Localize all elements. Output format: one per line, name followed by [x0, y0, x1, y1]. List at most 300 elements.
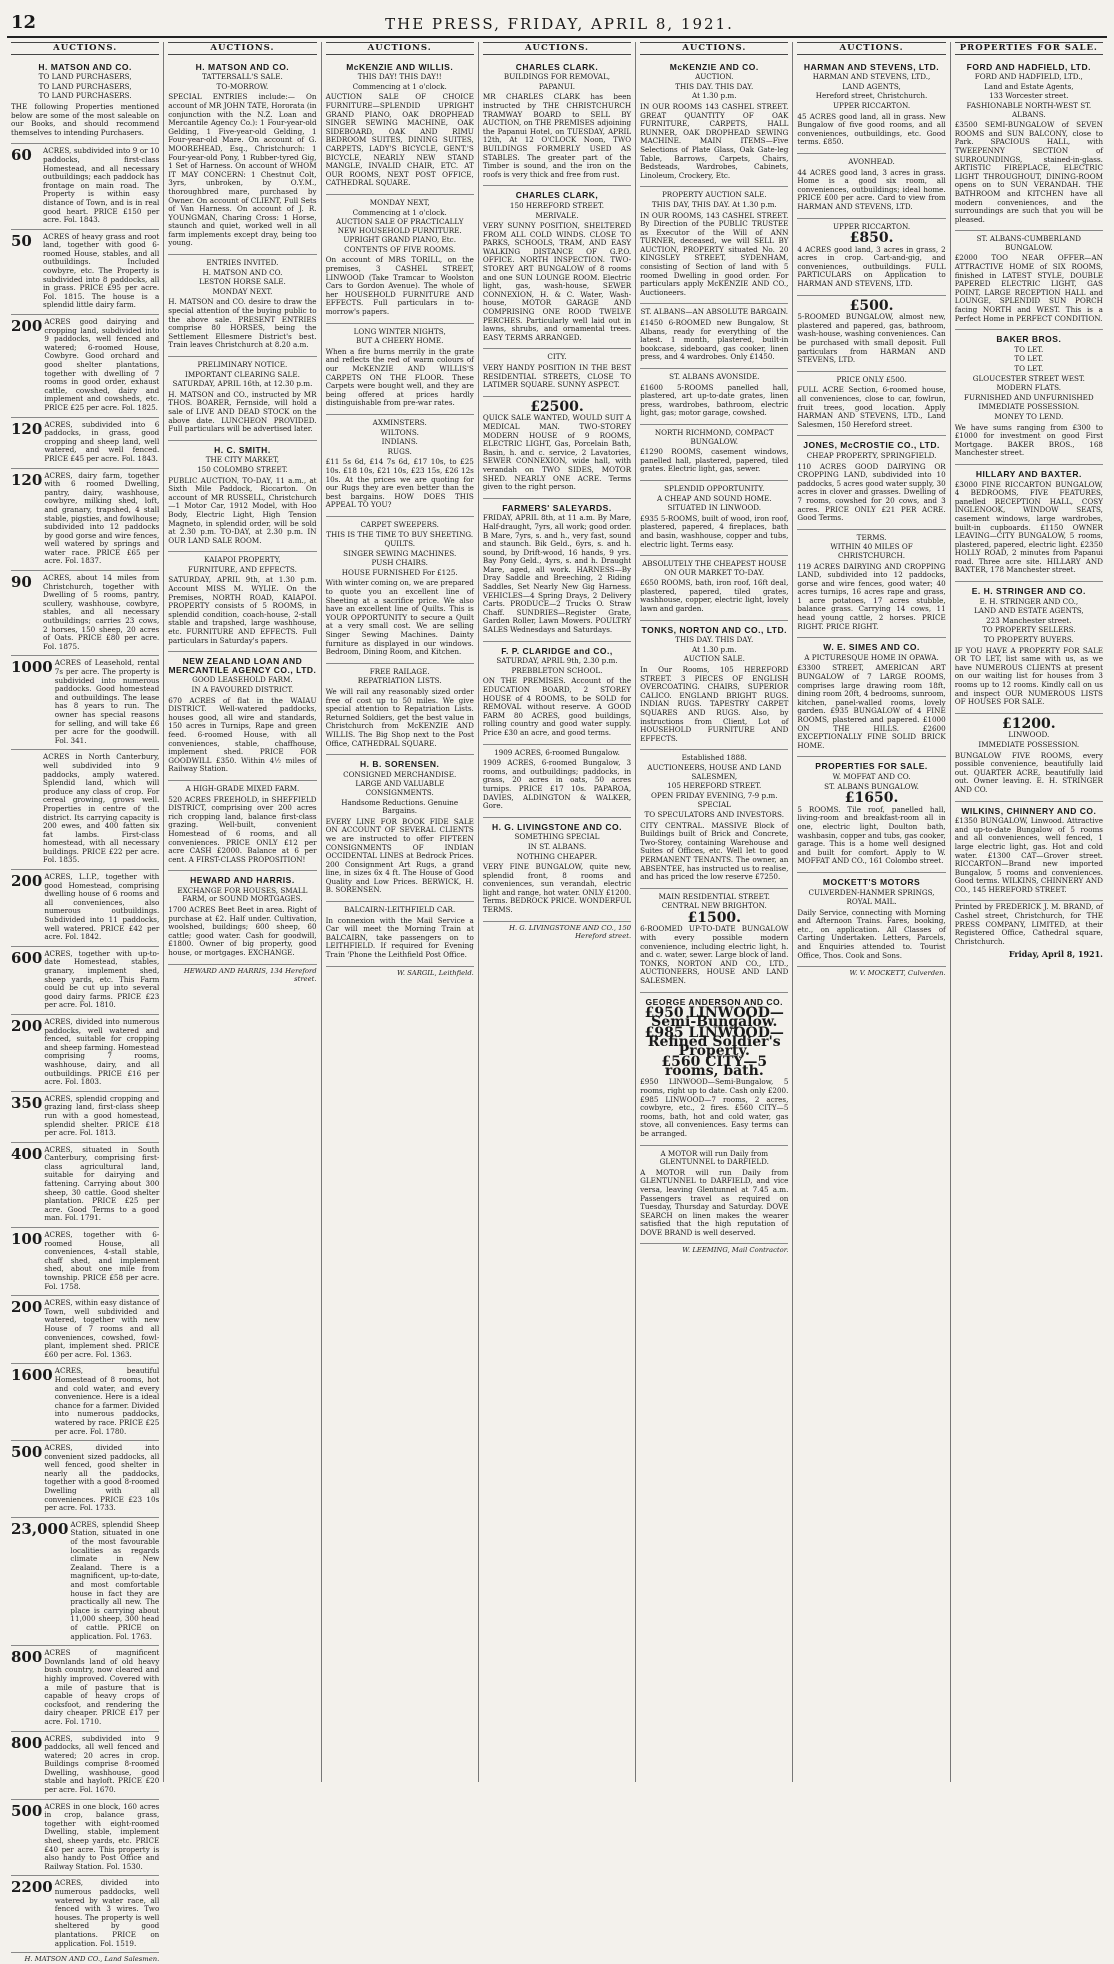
ad-heading-line: FORD AND HADFIELD, LTD.,: [974, 72, 1083, 82]
ad-body-text: IN OUR ROOMS, 143 CASHEL STREET. By Direction of the PUBLIC TRUSTEE as Executor of the Will of ANN TURNER, deceased, we will SELL BY AUCTION, PROPERTY situated No. 20 KINGSLEY STREET, SYDENHAM, consisting of Section of land with 5 roomed Dwelling in good order. For particulars apply McKENZIE AND CO., Auctioneers.: [640, 210, 789, 297]
ad-heading-line: Commencing at 1 o'clock.: [352, 81, 447, 91]
ad-body-text: 6-ROOMED UP-TO-DATE BUNGALOW with every possible modern convenience, including electric light, h. and c. water, sewer. Large block of land. TONKS, NORTON AND CO., LTD., AUCTIONEERS, HOUSE AND LAND SALESMEN.: [640, 924, 789, 986]
ad-heading-line: CULVERDEN-HANMER SPRINGS,: [808, 887, 935, 897]
advertiser-name: HILLARY AND BAXTER.: [975, 468, 1082, 479]
ad-heading-line: IN A FAVOURED DISTRICT.: [191, 685, 294, 694]
advertisement: [326, 664, 474, 755]
advertiser-name: FORD AND HADFIELD, LTD.: [966, 61, 1091, 72]
ad-heading-line: REPATRIATION LISTS.: [357, 676, 442, 686]
advertisement: [797, 372, 945, 437]
advertiser-name: JONES, McCROSTIE CO., LTD.: [803, 440, 940, 451]
ad-body-text: £1600 5-ROOMS panelled hall, plastered, art up-to-date grates, linen press, wardrobes, bathroom, electric light, gas; motor garage, cowshed.: [640, 382, 789, 418]
ad-body-text: 44 ACRES good land, 3 acres in grass. Home is a good six room, all conveniences, outbuildings; ideal home. PRICE £00 per acre. Card to view from HARMAN AND STEVENS, LTD.: [797, 167, 946, 211]
advertisement: [483, 58, 631, 187]
land-listing: [11, 656, 159, 750]
land-listing: [11, 1876, 159, 1953]
ad-body-text: £3300 STREET, AMERICAN ART BUNGALOW of 7 LARGE ROOMS, comprises large drawing room 18ft, dining room 20ft, 4 bedrooms, sunroom, kitchen, panel-walled rooms, lovely garden. £935 BUNGALOW of 4 FINE ROOMS, plastered and papered. £1000 ON THE HILLS. £2600 EXCEPTIONALLY FINE SOLID BRICK HOME.: [797, 663, 946, 750]
listing-text: ACRES, splendid cropping and grazing land, first-class sheep run with a good homestead, splendid shelter. PRICE £18 per acre. Fol. 1813.: [44, 1093, 160, 1138]
ad-heading-line: W. MOFFAT AND CO.: [832, 771, 911, 781]
ad-heading-line: GOOD LEASEHOLD FARM.: [192, 675, 293, 685]
advertisement: [640, 556, 788, 621]
advertisement: [483, 642, 631, 745]
newspaper-title: THE PRESS, FRIDAY, APRIL 8, 1921.: [385, 15, 734, 33]
advertisement: [797, 873, 945, 967]
advertisement: [640, 369, 788, 425]
masthead: [7, 7, 1107, 38]
listing-text: ACRES, L.I.P., together with good Homestead, comprising dwelling house of 6 rooms and all conveniences, also numerous outbuildings. Subdivided into 11 paddocks, well watered. PRICE £42 per acre. Fol. 1842.: [44, 872, 160, 942]
printer-imprint: Printed by FREDERICK J. M. BRAND, of Cashel street, Christchurch, for THE PRESS COMPANY, LIMITED, at their Registered Office, Cathedral square, Christchurch.: [954, 902, 1103, 946]
ad-heading-line: TO SPECULATORS AND INVESTORS.: [644, 809, 784, 819]
acreage-number: 1600: [11, 1366, 53, 1385]
ad-body-text: AUCTION SALE OF CHOICE FURNITURE—SPLENDID UPRIGHT GRAND PIANO, OAK DROPHEAD SINGER SEWING MACHINE, OAK SIDEBOARD, OAK AND RIMU BEDROOM SUITES, DINING SUITES, CARPETS, LADY'S BICYCLE, GENT.'S BICYCLE, NEARLY NEW STAND MANGLE, INVALID CHAIR, ETC. AT OUR ROOMS, NEXT POST OFFICE, CATHEDRAL SQUARE.: [325, 92, 474, 188]
ad-body-text: We will rail any reasonably sized order free of cost up to 50 miles. We give special attention to Repatriation Lists. Returned Soldiers, get the best value in Christchurch from McKENZIE AND WILLIS. The Big Shop next to the Post Office, CATHEDRAL SQUARE.: [325, 687, 474, 748]
ad-heading-line: TO LET.: [1014, 344, 1044, 354]
ad-heading-line: TO PROPERTY SELLERS.: [982, 625, 1076, 635]
ad-body-text: BUNGALOW FIVE ROOMS, every possible convenience, beautifully laid out. QUARTER ACRE, beautifully laid out. Owner leaving. E. H. STRINGER AND CO.: [954, 750, 1103, 794]
ad-heading-line: AUCTION SALE OF PRACTICALLY NEW HOUSEHOLD FURNITURE.: [335, 217, 464, 235]
ad-body-text: IF YOU HAVE A PROPERTY FOR SALE OR TO LET, list same with us, as we have NUMEROUS CLIENTS at present on our waiting list for houses from 3 rooms up to 12 rooms. Kindly call on us and inspect OUR NUMEROUS LISTS OF HOUSES FOR SALE.: [954, 645, 1103, 707]
advertisement: [797, 154, 945, 219]
ad-heading-line: OPEN FRIDAY EVENING, 7-9 p.m.: [651, 790, 778, 800]
land-listing: [11, 1518, 159, 1646]
acreage-number: 800: [11, 1733, 43, 1752]
ad-heading-line: TATTERSALL'S SALE.: [202, 72, 283, 82]
ad-heading-line: THIS DAY. THIS DAY.: [675, 635, 754, 645]
land-listing: [11, 144, 159, 229]
land-listing: [11, 947, 159, 1015]
acreage-number: 50: [11, 231, 32, 250]
ad-heading-line: MERIVALE.: [535, 210, 579, 220]
ad-heading-line: A MOTOR will run Daily from GLENTUNNEL to DARFIELD.: [659, 1148, 769, 1167]
listing-text: ACRES, subdivided into 9 or 10 paddocks, first-class Homestead, and all necessary outbuildings; each paddock has frontage on main road. The Property is within easy distance of Town, and is in real good heart. PRICE £150 per acre. Fol. 1843.: [43, 146, 160, 225]
advertisement: [326, 755, 474, 902]
ad-heading-line: UPRIGHT GRAND PIANO, Etc.: [343, 235, 456, 245]
advertiser-name: E. H. STRINGER AND CO.: [971, 586, 1086, 597]
advertisement: [640, 304, 788, 369]
ad-heading-line: UPPER RICCARTON.: [832, 221, 911, 231]
advertiser-name: BAKER BROS.: [996, 334, 1062, 345]
ad-heading-line: E. H. STRINGER AND CO.,: [979, 596, 1079, 606]
ad-body-text: £650 ROOMS, bath, iron roof, 16ft deal, plastered, papered, tiled grates, washhouse, copper, electric light, lovely lawn and garden.: [640, 578, 789, 614]
ad-body-text: SATURDAY, APRIL 9th, at 1.30 p.m. Account MISS M. WYLIE. On the Premises, NORTH ROAD, KAIAPOI. PROPERTY consists of 5 ROOMS, in splendid condition, coach-house, 2-stall stable and trapshed, large washhouse, etc. FURNITURE AND EFFECTS. Full particulars in Saturday's papers.: [168, 575, 317, 645]
land-listing: [11, 1015, 159, 1092]
ad-heading-line: TO LET.: [1014, 354, 1044, 364]
land-listing: [11, 1296, 159, 1364]
ad-heading-line: SATURDAY, APRIL 9th, 2.30 p.m.: [496, 656, 618, 666]
ad-heading-line: Land and Estate Agents,: [984, 81, 1074, 91]
ad-body-text: VERY FINE BUNGALOW, quite new, splendid front, 8 rooms and conveniences, sun verandah, electric light and range, hot water. ONLY £1200. Terms. BEDROCK PRICE. WONDERFUL TERMS.: [482, 862, 632, 915]
ad-heading-line: A PICTURESQUE HOME IN OPAWA.: [804, 652, 939, 662]
ad-heading-line: LESTON HORSE SALE.: [199, 277, 286, 287]
ad-heading-line: £850.: [849, 230, 894, 247]
advertisement: [797, 436, 945, 529]
ad-heading-line: FURNITURE, AND EFFECTS.: [187, 564, 297, 574]
ad-heading-line: NORTH RICHMOND, COMPACT BUNGALOW.: [654, 427, 774, 446]
column-2: [164, 42, 321, 1782]
ad-heading-line: At 1.30 p.m.: [692, 91, 737, 101]
column-1: [7, 42, 164, 1964]
ad-heading-line: PAPANUI.: [538, 81, 576, 91]
ad-heading-line: ABSOLUTELY THE CHEAPEST HOUSE ON OUR MARKET TO-DAY.: [642, 559, 787, 577]
land-listing: [11, 315, 159, 418]
ad-heading-line: CONSIGNED MERCHANDISE.: [343, 769, 457, 779]
ad-body-text: QUICK SALE WANTED, WOULD SUIT A MEDICAL MAN. TWO-STOREY MODERN HOUSE of 9 ROOMS, ELECTRIC LIGHT, Gas, Porcelain Bath, Basin, h. and c. service, 2 Lavatories, SEWER CONNEXION, wide hall, with verandah on TWO SIDES, MOTOR SHED. NEARLY ONE ACRE. Terms given to the right person.: [482, 413, 632, 492]
column-header: AUCTIONS.: [168, 42, 316, 55]
land-listing: [11, 1800, 159, 1877]
column-6: [793, 42, 950, 1782]
column-header: AUCTIONS.: [483, 42, 631, 55]
ad-heading-line: £560 CITY—5 rooms, bath.: [661, 1054, 768, 1079]
advertiser-name: NEW ZEALAND LOAN AND MERCANTILE AGENCY CO., LTD.: [168, 656, 317, 675]
advertisement: [797, 296, 945, 372]
ad-heading-line: ROYAL MAIL.: [846, 897, 897, 907]
column-header: AUCTIONS.: [326, 42, 474, 55]
ad-heading-line: £1200.: [1002, 715, 1056, 732]
ad-heading-line: HOUSE FURNISHED For £125.: [341, 567, 458, 577]
listing-text: ACRES in one block, 160 acres in crop, balance grass, together with eight-roomed Dwelling, stable, implement shed, sheep yards, etc. PRICE £40 per acre. This property is also handy to Post Office and Railway Station. Fol. 1530.: [44, 1801, 160, 1871]
ad-heading-line: ST. ALBANS BUNGALOW.: [824, 781, 919, 791]
issue-date: Friday, April 8, 1921.: [1008, 949, 1103, 960]
ad-body-text: PUBLIC AUCTION, TO-DAY, 11 a.m., at Sixth Mile Paddock, Riccarton. On account of MR RUSSELL, Christchurch—1 Motor Car, 1912 Model, with Hoo Body, Electric Light, High Tension Magneto, in splendid order, will be sold at 2.30 p.m. TO-DAY, at 2.30 p.m. IN OUR LAND SALE ROOM.: [168, 475, 317, 545]
advertiser-name: H. MATSON AND CO.: [38, 61, 132, 72]
acreage-number: 120: [11, 419, 43, 438]
ad-heading-line: SITUATED IN LINWOOD.: [667, 503, 762, 513]
listing-text: ACRES, dairy farm, together with 6 roomed Dwelling, pantry, dairy, washhouse, cowbyre, milking shed, loft, and granary, trapshed, 4 stall stable, pigsties, and fowlhouse; subdivided into 12 paddocks by good gorse and wire fences, well watered by springs and water race. PRICE £65 per acre. Fol. 1837.: [44, 470, 160, 566]
ad-body-text: ON THE PREMISES. Account of the EDUCATION BOARD, 2 STOREY HOUSE of 4 ROOMS, to be SOLD for REMOVAL without reserve. A GOOD FARM 80 ACRES, good buildings, rolling country and good water supply. Price £30 an acre, and good terms.: [482, 676, 632, 737]
ad-heading-line: 223 Manchester street.: [986, 615, 1072, 625]
acreage-number: 200: [11, 872, 43, 891]
advertiser-name: F. P. CLARIDGE and CO.,: [501, 645, 613, 656]
listing-text: ACRES, together with 6-roomed House, all conveniences, 4-stall stable, chaff shed, and implement shed, about one mile from township. PRICE £58 per acre. Fol. 1758.: [44, 1230, 160, 1291]
ad-heading-line: H. MATSON AND CO.: [202, 267, 283, 277]
ad-heading-line: MONDAY NEXT,: [369, 197, 430, 207]
ad-heading-line: Commencing at 1 o'clock.: [352, 207, 447, 217]
ad-heading-line: IMMEDIATE POSSESSION.: [978, 402, 1080, 412]
advertisement: [483, 186, 631, 349]
ad-heading-line: ST. ALBANS-CUMBERLAND BUNGALOW.: [976, 234, 1082, 252]
acreage-number: 200: [11, 1016, 43, 1035]
listing-text: ACRES, beautiful Homestead of 8 rooms, hot and cold water, and every convenience. Here is a ideal chance for a farmer. Divided into numerous paddocks, watered by race. PRICE £25 per acre. Fol. 1780.: [54, 1366, 160, 1436]
advertisement: [797, 757, 945, 873]
ad-heading-line: PROPERTY AUCTION SALE.: [661, 190, 767, 200]
listing-text: ACRES of magnificent Downlands land of old heavy bush country, now cleared and highly improved. Covered with a mile of pasture that is capable of heavy crops of cocksfoot, and rendering the dairy cheaper. PRICE £17 per acre. Fol. 1710.: [44, 1648, 160, 1726]
advertisement: [640, 621, 788, 751]
advertisement: [168, 255, 316, 357]
ad-body-text: We have sums ranging from £300 to £1000 for investment on good First Mortgage. BAKER BROS., 168 Manchester street.: [954, 422, 1103, 458]
advertiser-name: WILKINS, CHINNERY AND CO.: [961, 805, 1097, 816]
advertisement: [168, 552, 316, 652]
column-3: [322, 42, 479, 1782]
listing-text: ACRES of Leasehold, rental 7s per acre. The property is subdivided into numerous paddocks. Good homestead and outbuildings. The lease has 8 years to run. The owner has special reasons for selling, and will take £6 per acre for the goodwill. Fol. 341.: [54, 658, 160, 745]
land-listing: [11, 1441, 159, 1518]
ad-heading-line: FURNISHED AND UNFURNISHED: [963, 392, 1094, 402]
advertisement: [955, 714, 1103, 802]
ad-body-text: FRIDAY, APRIL 8th, at 11 a.m. By Mare, Half-draught, 7yrs, all work; good order. B Mare, 7yrs, s. and h., very fast, sound and staunch. Bik Geld., 6yrs, s. and h. sound, by Drift-wood, 16 hands, 9 yrs. Bay Pony Geld., 4yrs, s. and h. Draught Mare, aged, all work. HARNESS—By Dray Saddle and Breeching, 2 Riding Saddles, Set Nearly New Gig Harness. VEHICLES—4 Spring Drays, 2 Delivery Carts. PRODUCE—2 Trucks O. Straw Chaff. SUNDRIES—Register Grate, Garden Roller, Lawn Mowers. POULTRY SALES Wednesdays and Saturdays.: [482, 513, 632, 635]
land-listing: [11, 870, 159, 947]
advertisement: [326, 58, 474, 195]
ad-heading-line: Hereford street, Christchurch.: [815, 91, 928, 101]
advertisement: [326, 902, 474, 967]
ad-heading-line: LAND AGENTS,: [842, 81, 901, 91]
ad-heading-line: ST. ALBANS AVONSIDE.: [669, 372, 760, 381]
ad-heading-line: AVONHEAD.: [848, 156, 895, 166]
acreage-number: 1000: [11, 658, 53, 677]
ad-heading-line: AUCTIONEERS, HOUSE AND LAND SALESMEN,: [647, 762, 782, 781]
ad-body-text: 4 ACRES good land, 3 acres in grass, 2 acres in crop. Cart-and-gig, and conveniences, outbuildings. FULL PARTICULARS on Application to HARMAN AND STEVENS, LTD.: [797, 244, 946, 289]
ad-heading-line: SPLENDID OPPORTUNITY.: [664, 483, 765, 493]
ad-heading-line: AXMINSTERS.: [372, 417, 427, 427]
ad-body-text: £950 LINWOOD—Semi-Bungalow, 5 rooms, right up to date. Cash only £200. £985 LINWOOD—7 rooms, 2 acres, cowbyre, etc., 2 fires. £560 CITY—5 rooms, bath, hot and cold water, gas stove, all conveniences. Easy terms can be arranged.: [640, 1077, 789, 1138]
ad-heading-line: 150 HEREFORD STREET.: [509, 200, 605, 210]
ad-heading-line: NOTHING CHEAPER.: [516, 851, 598, 861]
ad-body-text: £935 5-ROOMS, built of wood, iron roof, plastered, papered, 4 fireplaces, bath and basin, washhouse, copper and tubs, electric light. Terms easy.: [640, 513, 789, 549]
columns: [7, 42, 1107, 1964]
ad-heading-line: KAIAPOI PROPERTY,: [204, 555, 281, 565]
ad-body-text: £11 5s 6d, £14 7s 6d, £17 10s, to £25 10s. £18 10s, £21 10s, £23 15s, £26 12s 10s. At the prices we are quoting for our Rugs they are even better than the best bargains. HOW DOES THIS APPEAL TO YOU?: [325, 457, 474, 510]
ad-heading-line: BUILDINGS FOR REMOVAL,: [503, 72, 611, 82]
advertiser-name: HARMAN AND STEVENS, LTD.: [803, 61, 940, 72]
advertisement: [640, 187, 788, 304]
ad-body-text: 5 ROOMS. Tile roof, panelled hall, living-room and breakfast-room all in one, electric light, Doulton bath, washbasin, copper and tubs, gas cooker, garage. This is a home well designed and built for comfort. Apply to W. MOFFAT AND CO., 161 Colombo street.: [797, 804, 946, 866]
ad-heading-line: ENTRIES INVITED.: [206, 258, 279, 268]
ad-body-text: In Our Rooms, 105 HEREFORD STREET. 3 PIECES OF ENGLISH OVERCOATING. CHAIRS, SUPERIOR CALICO. ENGLAND BRIGHT RUGS. INDIAN RUGS. TAPESTRY CARPET SQUARES AND RUGS. Also, by instructions from Client, Lot of HOUSEHOLD FURNITURE AND EFFECTS.: [640, 665, 789, 743]
listing-text: ACRES, divided into convenient sized paddocks, all well fenced, good shelter in nearly all the paddocks, together with a good 8-roomed Dwelling with all conveniences. PRICE £23 10s per acre. Fol. 1733.: [44, 1443, 160, 1513]
ad-heading-line: 1909 ACRES, 6-roomed Bungalow.: [494, 747, 620, 757]
ad-heading-line: A CHEAP AND SOUND HOME.: [656, 493, 772, 503]
ad-body-text: With winter coming on, we are prepared to quote you an excellent line of Sheeting at a sacrifice price. We also have an excellent line of Quilts. This is YOUR OPPORTUNITY to secure a Quilt at a very small cost. We are selling Singer Sewing Machines. Dainty furniture as displayed in our windows. Bedroom, Dining Room, and Kitchen.: [325, 578, 474, 657]
listing-text: ACRES, together with up-to-date Homestead, stables, granary, implement shed, sheep yards, etc. This Farm could be cut up into several good dairy farms. PRICE £23 per acre. Fol. 1810.: [44, 948, 160, 1010]
advertiser-signature: W. V. MOCKETT, Culverden.: [849, 969, 946, 978]
ad-heading-line: TO PROPERTY BUYERS.: [983, 635, 1074, 645]
ad-heading-line: SOMETHING SPECIAL: [514, 832, 600, 842]
ad-heading-line: FREE RAILAGE.: [369, 666, 430, 676]
listing-text: ACRES in North Canterbury, well subdivided into 9 paddocks, amply watered. Splendid land, which will produce any class of crop. For cereal growing, grows well. Properties in centre of the district. Its carrying capacity is 200 ewes, and 400 fatten six fat lambs. First-class homestead, with all necessary buildings. PRICE £22 per acre. Fol. 1835.: [43, 752, 160, 865]
ad-heading-line: THE CITY MARKET,: [205, 455, 280, 465]
land-listing: [11, 418, 159, 469]
ad-heading-line: MONDAY NEXT.: [212, 286, 273, 296]
ad-heading-line: INDIANS.: [381, 437, 418, 447]
advertisement: [483, 745, 631, 818]
advertisement: [640, 425, 788, 481]
ad-body-text: £1350 BUNGALOW, Linwood. Attractive and up-to-date Bungalow of 5 rooms and all conveniences, well fenced, 1 large electric light, gas. Hot and cold water. £1300 CAT—Grover street. RICCARTON—Brand new imported Bungalow, 5 rooms and conveniences. Good terms. WILKINS, CHINNERY AND CO., 145 HEREFORD STREET.: [954, 816, 1103, 894]
advertisement: [955, 231, 1103, 330]
ad-heading-line: PRELIMINARY NOTICE.: [197, 360, 288, 369]
column-header: AUCTIONS.: [640, 42, 788, 55]
advertisement: [640, 58, 788, 188]
ad-heading-line: £985 LINWOOD—Refined Soldier's Property.: [644, 1025, 784, 1059]
ad-body-text: 670 ACRES of flat in the WAIAU DISTRICT. Well-watered paddocks, houses good, all wire and standards, 150 acres in Turnips, Rape and green feed. 6-roomed House, with all conveniences, stable, chaffhouse, implement shed. PRICE FOR GOODWILL £350. Within 4½ miles of Railway Station.: [168, 695, 317, 774]
ad-heading-line: TO-MORROW.: [216, 81, 269, 91]
ad-heading-line: THIS DAY. THIS DAY.: [675, 81, 754, 91]
ad-heading-line: TO LAND PURCHASERS,: [38, 72, 132, 82]
ad-heading-line: TO LET.: [1014, 364, 1044, 373]
ad-body-text: H. MATSON and CO. desire to draw the special attention of the buying public to the above sale. PRESENT ENTRIES comprise 80 HORSES, being the Settlement Ellesmere District's best. Train leaves Christchurch at 8.20 a.m.: [168, 297, 317, 350]
ad-heading-line: PUSH CHAIRS.: [371, 558, 428, 568]
ad-heading-line: RUGS.: [387, 446, 412, 456]
land-listing: [11, 1228, 159, 1296]
acreage-number: 200: [11, 317, 43, 336]
ad-body-text: CITY CENTRAL. MASSIVE Block of Buildings built of Brick and Concrete, Two-Storey, containing Warehouse and Suites of Offices, etc. Well let to good PERMANENT TENANTS. The owner, an ABSENTEE, has instructed us to realise, and has priced the low reserve £7250.: [640, 820, 789, 882]
advertiser-name: MOCKETT'S MOTORS: [822, 876, 921, 887]
ad-heading-line: LINWOOD.: [1008, 730, 1050, 740]
ad-body-text: £3500 SEMI-BUNGALOW of SEVEN ROOMS and SUN BALCONY, close to Park. SPACIOUS HALL, with TWEEPENNY SECTION of SURROUNDINGS, stained-in-glass. ARTISTIC FIREPLACE, ELECTRIC LIGHT THROUGHOUT, DINING-ROOM opens on to SUN VERANDAH. THE BATHROOM and KITCHEN have all modern conveniences, and the surroundings are such that you will be pleased.: [954, 120, 1103, 224]
ad-heading-line: Handsome Reductions. Genuine Bargains.: [341, 797, 459, 816]
advertisement: [955, 582, 1103, 714]
acreage-number: [11, 753, 41, 865]
advertisement: [955, 465, 1103, 582]
acreage-number: 500: [11, 1801, 43, 1820]
listing-text: ACRES, about 14 miles from Christchurch, together with Dwelling of 5 rooms, pantry, scullery, washhouse, cowbyre, stables, and all necessary outbuildings; carries 23 cows, 2 horses, 150 sheep, 20 acres of Oats. PRICE £80 per acre. Fol. 1875.: [43, 573, 160, 651]
advertiser-name: H. G. LIVINGSTONE AND CO.: [491, 821, 623, 832]
ad-heading-line: TO LAND PURCHASERS,: [38, 81, 132, 91]
ad-heading-line: IMMEDIATE POSSESSION.: [978, 739, 1080, 749]
acreage-number: 800: [11, 1648, 43, 1667]
ad-heading-line: £1650.: [844, 790, 899, 807]
ad-heading-line: CARPET SWEEPERS.: [360, 519, 439, 529]
acreage-number: 100: [11, 1230, 43, 1249]
ad-heading-line: SATURDAY, APRIL 16th, at 12.30 p.m.: [172, 379, 313, 389]
advertisement: [483, 397, 631, 499]
advertisement: [483, 499, 631, 642]
ad-heading-line: THIS DAY, THIS DAY. At 1.30 p.m.: [651, 199, 777, 209]
ad-body-text: £2000 TOO NEAR OFFER—AN ATTRACTIVE HOME of SIX ROOMS, finished in LATEST STYLE, DOUBLE PAPERED ELECTRIC LIGHT, GAS POINT, LARGE RECEPTION HALL and LOUNGE, SPLENDID SUN PORCH facing NORTH and WEST. This is a Perfect Home in PERFECT CONDITION.: [954, 253, 1103, 323]
advertisement: [168, 652, 316, 781]
listing-text: ACRES, situated in South Canterbury, comprising first-class agricultural land, suitable for dairying and fattening. Carrying about 300 sheep, 30 cattle. Good shelter plantation. PRICE £25 per acre. Good Terms to a good man. Fol. 1791.: [44, 1144, 160, 1223]
ad-heading-line: WITHIN 40 MILES OF CHRISTCHURCH.: [830, 542, 913, 560]
ad-body-text: A MOTOR will run Daily from GLENTUNNEL to DARFIELD, and vice versa, leaving Glentunnel at 7.45 a.m. Passengers travel as required on Tuesday, Thursday and Saturday. DOVE SEARCH on linen makes the wearer satisfied that the high reputation of DOVE BRAND is well deserved.: [640, 1167, 789, 1237]
advertisement: [640, 889, 788, 993]
ad-heading-line: LARGE AND VALUABLE CONSIGNMENTS.: [355, 779, 445, 797]
advertiser-name: McKENZIE AND CO.: [669, 61, 759, 72]
ad-heading-line: 133 Worcester street.: [989, 91, 1069, 101]
listing-text: ACRES, subdivided into 6 paddocks, in grass, good cropping and sheep land, well watered, and well fenced. PRICE £45 per acre. Fol. 1843.: [44, 419, 160, 463]
ad-body-text: When a fire burns merrily in the grate and reflects the red of warm colours of our McKENZIE AND WILLIS'S CARPETS ON THE FLOOR. These Carpets were bought well, and they are being offered at prices hardly distinguishable from pre-war rates.: [325, 346, 474, 408]
advertiser-name: McKENZIE AND WILLIS.: [346, 61, 454, 72]
advertiser-signature: H. G. LIVINGSTONE AND CO., 150 Hereford street.: [509, 923, 632, 941]
ad-heading-line: MONEY TO LEND.: [994, 411, 1064, 421]
ad-heading-line: EXCHANGE FOR HOUSES, SMALL FARM, or SOUND MORTGAGES.: [177, 885, 308, 904]
advertiser-name: TONKS, NORTON AND CO., LTD.: [641, 624, 787, 635]
ad-heading-line: £2500.: [530, 398, 584, 415]
advertisement: [797, 58, 945, 154]
advertisement: [483, 818, 631, 922]
ad-heading-line: CONTENTS OF FIVE ROOMS.: [344, 244, 456, 254]
advertiser-name: HEWARD AND HARRIS.: [190, 875, 295, 886]
ad-heading-line: MODERN FLATS.: [996, 383, 1062, 393]
ad-heading-line: GLOUCESTER STREET WEST.: [972, 373, 1085, 383]
ad-heading-line: LONG WINTER NIGHTS,: [353, 326, 446, 336]
ad-body-text: SPECIAL ENTRIES include:— On account of MR JOHN TATE, Hororata (in conjunction with the N.Z. Loan and Mercantile Agency Co.): 1 Four-year-old Gelding, 1 Five-year-old Gelding, 1 Four-year-old Mare. On account of G. MOOREHEAD, Esq., Christchurch: 1 Four-year-old Pony, 1 Rubber-tyred Gig, 1 Set of Harness. On account of WHOM IT MAY CONCERN: 1 Chestnut Colt, 3yrs, unbroken, by O.Y.M., thoroughbred mare, purchased by Owner. On account of CLIENT, Full Sets of Van Harness. On account of J. R. YOUNGMAN, Charing Cross: 1 Horse, staunch and quiet, worked well in all farm implements except dray, being too young.: [168, 92, 317, 248]
ad-heading-line: IMPORTANT CLEARING SALE.: [184, 369, 300, 379]
advertiser-name: H. MATSON AND CO.: [195, 61, 290, 72]
ad-body-text: In connexion with the Mail Service a Car will meet the Morning Train at BALCAIRN, take passengers on to LEITHFIELD. If required for Evening Train 'Phone the Leithfield Post Office.: [325, 915, 474, 960]
ad-body-text: 45 ACRES good land, all in grass. New Bungalow of five good rooms, and all conveniences, outbuildings, etc. Good terms. £850.: [797, 111, 946, 147]
ad-heading-line: WILTONS.: [380, 427, 419, 437]
advertisement: [168, 441, 316, 553]
listing-text: ACRES good dairying and cropping land, subdivided into 9 paddocks, well fenced and watered; 6-roomed House, Cowbyre. Good orchard and good shelter plantations, together with dwelling of 7 rooms in good order, exhaust cattle, cowshed, dairy and implement and cowsheds, etc. PRICE £25 per acre. Fol. 1825.: [44, 317, 160, 412]
column-4: [479, 42, 636, 1782]
advertisement: [640, 1146, 788, 1245]
listing-text: ACRES, divided into numerous paddocks, well watered and fenced, suitable for cropping and sheep farming. Homestead comprising 7 rooms, washhouse, dairy, and all outbuildings. PRICE £16 per acre. Fol. 1803.: [44, 1016, 160, 1087]
advertiser-signature: W. SARGIL, Leithfield.: [397, 968, 474, 977]
ad-heading-line: UPPER RICCARTON.: [832, 100, 911, 110]
advertisement: [326, 415, 474, 517]
ad-heading-line: PREBBLETON SCHOOL.: [511, 665, 603, 675]
advertiser-name: H. C. SMITH.: [214, 444, 271, 455]
advertisement: [640, 750, 788, 888]
acreage-number: 400: [11, 1144, 43, 1163]
land-listing: [11, 1092, 159, 1143]
advertiser-name: CHARLES CLARK,: [515, 190, 599, 201]
advertisement: [326, 324, 474, 415]
ad-body-text: VERY SUNNY POSITION, SHELTERED FROM ALL COLD WINDS. CLOSE TO PARKS, SCHOOLS, TRAM, AND EASY WALKING DISTANCE OF G.P.O. OFFICE. NORTH INSPECTION. TWO-STOREY ART BUNGALOW of 8 rooms and one SUN LOUNGE ROOM. Electric light, gas, wash-house, SEWER CONNEXION, H. & C. Water, Wash-house, MOTOR GARAGE AND COMPRISING ONE ROOD TWELVE PERCHES. Particularly well laid out in lawns, shrubs, and ornamental trees. EASY TERMS ARRANGED.: [482, 221, 632, 342]
newspaper-page: [7, 7, 1107, 1964]
advertiser-name: CHARLES CLARK.: [515, 61, 599, 72]
ad-heading-line: £500.: [849, 297, 894, 314]
ad-heading-line: ST. ALBANS—AN ABSOLUTE BARGAIN.: [640, 307, 789, 317]
land-listing: [11, 1364, 159, 1441]
ad-heading-line: CITY.: [547, 352, 567, 362]
listing-text: ACRES of heavy grass and root land, together with good 6-roomed House, stables, and all outbuildings. Included cowbyre, etc. The Property is subdivided into 8 paddocks, all in grass. PRICE £95 per acre. Fol. 1815. The house is a splendid little dairy farm.: [43, 231, 160, 310]
ad-body-text: EVERY LINE FOR BOOK FIDE SALE ON ACCOUNT OF SEVERAL CLIENTS we are instructed to offer FIFTEEN CONSIGNMENTS OF INDIAN OCCIDENTAL LINES at Bedrock Prices. 200 Consignment Art Rugs, a grand line, in sizes 6x 4 ft. The House of Good Quality and Low Prices. BERWICK, H. B. SORENSEN.: [325, 816, 474, 895]
ad-body-text: £1450 6-ROOMED new Bungalow, St Albans, ready for everything of the latest. 1 month, plastered, built-in bookcase, sideboard, gas cooker, linen press, and 4 wardrobes. Only £1450.: [640, 318, 789, 362]
acreage-number: 23,000: [11, 1519, 69, 1538]
advertisement: [11, 58, 159, 145]
ad-heading-line: MAIN RESIDENTIAL STREET.: [658, 891, 770, 901]
ad-heading-line: SINGER SEWING MACHINES.: [343, 548, 457, 558]
ad-heading-line: HARMAN AND STEVENS, LTD.,: [812, 72, 931, 82]
land-listing: [11, 1646, 159, 1731]
column-header: PROPERTIES FOR SALE.: [955, 42, 1103, 55]
ad-heading-line: PRICE ONLY £500.: [836, 374, 907, 384]
land-listing: [11, 571, 159, 656]
advertisement: [797, 530, 945, 639]
listing-text: ACRES, subdivided into 9 paddocks, all well fenced and watered; 20 acres in crop. Buildings comprise 8-roomed Dwelling, washhouse, good stable and hayloft. PRICE £20 per acre. Fol. 1670.: [44, 1733, 160, 1795]
advertiser-name: PROPERTIES FOR SALE.: [815, 761, 928, 772]
page-number: 12: [11, 12, 37, 33]
advertiser-name: FARMERS' SALEYARDS.: [502, 502, 612, 513]
ad-body-text: FULL ACRE Section, 6-roomed house, all conveniences, close to car, fowlrun, fruit trees, good location. Apply HARMAN AND STEVENS, LTD., Land Salesmen, 150 Hereford street.: [797, 385, 946, 429]
column-header: AUCTIONS.: [11, 42, 159, 55]
advertisement: [797, 219, 945, 296]
ad-heading-line: AUCTION.: [695, 72, 734, 82]
ad-heading-line: CHEAP PROPERTY, SPRINGFIELD.: [806, 450, 937, 460]
land-listing: [11, 750, 159, 870]
ad-heading-line: Established 1888.: [681, 753, 747, 763]
advertiser-name: H. B. SORENSEN.: [360, 759, 440, 770]
advertisement: [326, 195, 474, 324]
ad-heading-line: IN ST. ALBANS.: [527, 841, 587, 851]
ad-heading-line: TERMS.: [856, 532, 887, 542]
advertisement: [168, 781, 316, 871]
listing-text: ACRES, splendid Sheep Station, situated in one of the most favourable localities as regards climate in New Zealand. There is a magnificent, up-to-date, and most comfortable house in fact they are practically all new. The place is carrying about 11,000 sheep, 300 head of cattle. PRICE on application. Fol. 1763.: [70, 1519, 160, 1641]
ad-body-text: £1290 ROOMS, casement windows, panelled hall, plastered, papered, tiled grates. Electric light, gas, sewer.: [640, 447, 789, 474]
advertiser-name: W. E. SIMES AND CO.: [823, 642, 920, 653]
advertisement: [483, 349, 631, 396]
ad-body-text: 110 ACRES GOOD DAIRYING OR CROPPING LAND, subdivided into 10 paddocks, 5 acres good water supply, 30 acres in clover and grasses. Dwelling of 7 rooms, cowshed for 20 cows, and 3 acres. PRICE ONLY £21 PER ACRE. Good Terms.: [797, 461, 946, 523]
ad-heading-line: TO LAND PURCHASERS.: [38, 91, 132, 101]
column-7: [951, 42, 1107, 1782]
ad-heading-line: At 1.30 p.m.: [692, 644, 737, 654]
advertisement: [168, 871, 316, 964]
acreage-number: 200: [11, 1298, 43, 1317]
advertisement: [168, 357, 316, 441]
land-listing: [11, 1732, 159, 1800]
ad-heading-line: LAND AND ESTATE AGENTS,: [973, 606, 1084, 616]
ad-heading-line: CENTRAL NEW BRIGHTON.: [661, 901, 767, 911]
ad-body-text: On account of MRS TORILL, on the premises, 3 CASHEL STREET, LINWOOD (Take Tramcar to Woolston Cars to Gordon Avenue). The whole of her HOUSEHOLD FURNITURE AND EFFECTS. Full particulars in to-morrow's papers.: [325, 255, 474, 317]
ad-body-text: IN OUR ROOMS 143 CASHEL STREET. GREAT QUANTITY OF OAK FURNITURE, CARPETS, HALL RUNNER, OAK DROPHEAD SEWING MACHINE. MAIN ITEMS—Five Selections of Plate Glass, Oak Gate-leg Table, Barrows, Carpets, Chairs, Bedsteads, Wardrobes, Cabinets, Linoleum, Crockery, Etc.: [640, 101, 789, 180]
